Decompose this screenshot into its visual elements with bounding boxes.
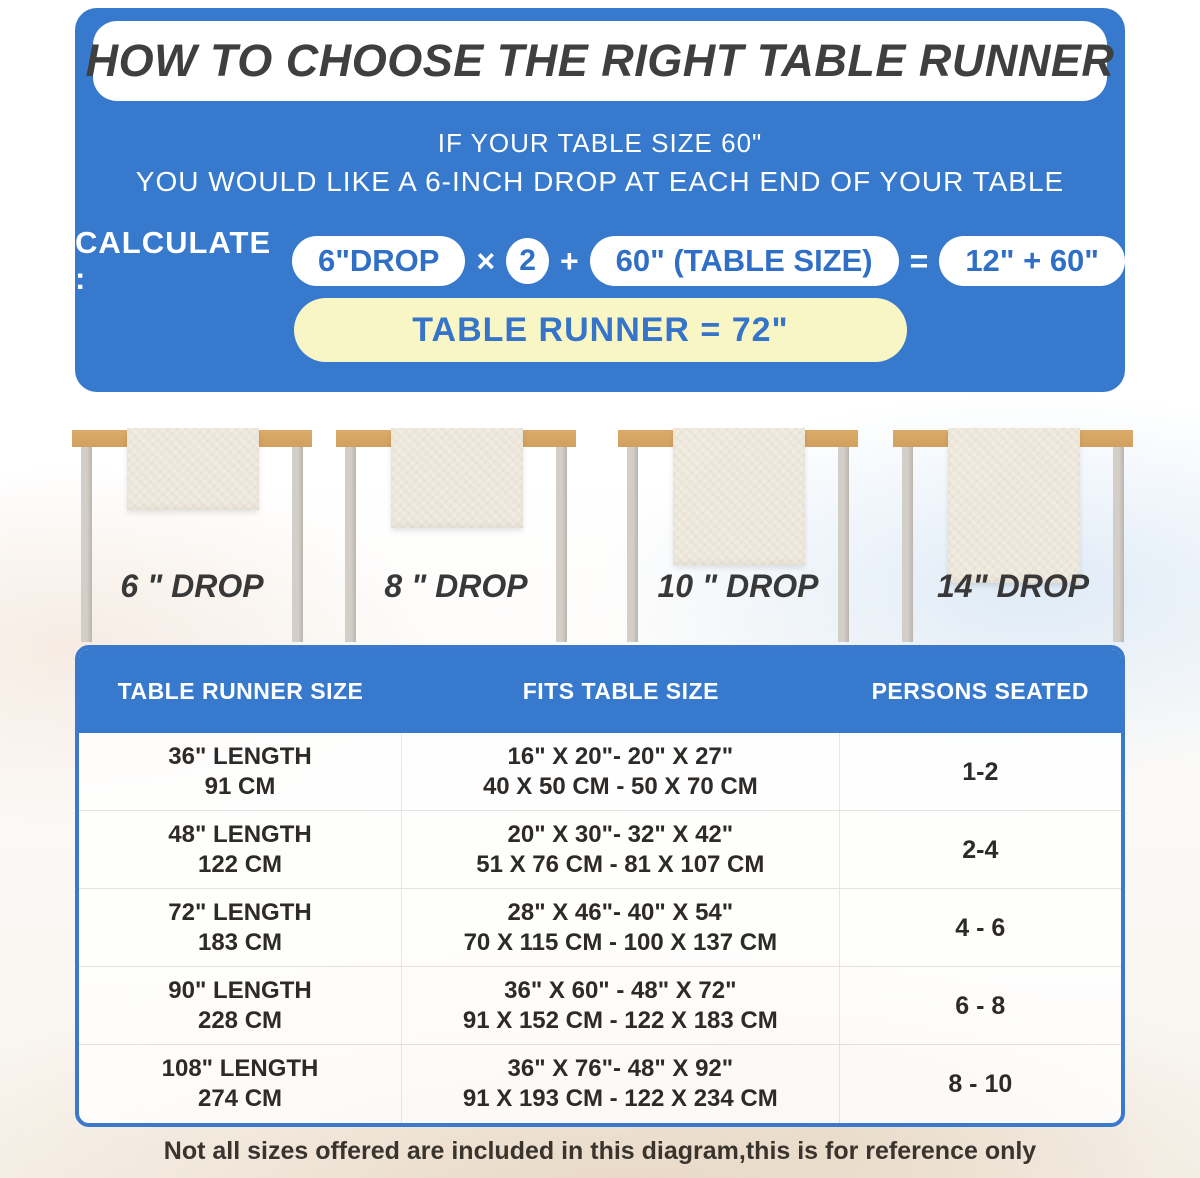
persons-cell: 6 - 8	[955, 991, 1006, 1020]
title-banner	[85, 21, 1115, 101]
column-header-persons: PERSONS SEATED	[871, 677, 1090, 704]
calculate-label: CALCULATE :	[75, 225, 272, 296]
drop-label: 14" DROP	[936, 568, 1090, 604]
drop-pill: 6"DROP	[292, 236, 466, 286]
calculation-row	[75, 225, 1125, 296]
fits-inches: 36" X 60" - 48" X 72"	[504, 976, 737, 1004]
size-cm: 122 CM	[197, 850, 283, 878]
runner-size-cell	[79, 967, 402, 1044]
equals-sign: =	[909, 242, 929, 279]
fits-size-cell	[402, 811, 840, 888]
table-leg	[292, 447, 303, 642]
runner-size-cell	[79, 889, 402, 966]
fits-cm: 91 X 152 CM - 122 X 183 CM	[462, 1006, 778, 1034]
fits-size-cell	[402, 967, 840, 1044]
fits-cm: 40 X 50 CM - 50 X 70 CM	[482, 772, 758, 800]
runner-size-cell	[79, 733, 402, 810]
size-inches: 48" LENGTH	[168, 820, 312, 848]
table-row	[79, 733, 1121, 811]
size-cm: 91 CM	[204, 772, 276, 800]
table-leg	[345, 447, 356, 642]
drop-label: 10 " DROP	[657, 568, 819, 604]
table-runner	[948, 428, 1080, 583]
table-size-pill: 60" (TABLE SIZE)	[590, 236, 899, 286]
size-inches: 72" LENGTH	[168, 898, 312, 926]
multiplier-circle: 2	[506, 238, 549, 284]
table-leg	[902, 447, 913, 642]
size-cm: 274 CM	[197, 1085, 283, 1112]
size-inches: 108" LENGTH	[161, 1055, 319, 1082]
table-runner	[127, 428, 259, 510]
table-leg	[838, 447, 849, 642]
plus-sign: +	[559, 242, 579, 279]
multiply-sign: ×	[476, 242, 496, 279]
size-inches: 90" LENGTH	[168, 976, 312, 1004]
fits-inches: 36" X 76"- 48" X 92"	[507, 1055, 734, 1082]
fits-inches: 16" X 20"- 20" X 27"	[507, 742, 734, 770]
size-cm: 183 CM	[197, 928, 283, 956]
persons-cell: 1-2	[962, 757, 999, 786]
table-runner	[391, 428, 523, 528]
persons-cell: 2-4	[962, 835, 999, 864]
persons-cell: 4 - 6	[955, 913, 1006, 942]
page-title: HOW TO CHOOSE THE RIGHT TABLE RUNNER	[85, 35, 1115, 86]
table-row	[79, 811, 1121, 889]
total-runner-pill: TABLE RUNNER = 72"	[294, 298, 907, 362]
size-table-header	[79, 649, 1121, 733]
fits-cm: 51 X 76 CM - 81 X 107 CM	[476, 850, 765, 878]
table-row	[79, 1045, 1121, 1123]
fits-size-cell	[402, 1045, 840, 1123]
column-header-fits-size: FITS TABLE SIZE	[522, 677, 719, 704]
result-pill: 12" + 60"	[939, 236, 1125, 286]
drop-figure-10	[618, 392, 858, 645]
fits-cm: 70 X 115 CM - 100 X 137 CM	[463, 928, 778, 956]
table-runner	[673, 428, 805, 565]
size-inches: 36" LENGTH	[168, 742, 312, 770]
table-leg	[627, 447, 638, 642]
hero-panel	[75, 8, 1125, 392]
size-cm: 228 CM	[197, 1006, 283, 1034]
fits-inches: 28" X 46"- 40" X 54"	[507, 898, 734, 926]
size-table-body	[79, 733, 1121, 1123]
table-row	[79, 967, 1121, 1045]
size-table-panel	[75, 645, 1125, 1127]
drop-figure-14	[893, 392, 1133, 645]
drop-figure-8	[336, 392, 576, 645]
fits-size-cell	[402, 733, 840, 810]
reference-note: Not all sizes offered are included in this diagram,this is for reference only	[163, 1137, 1037, 1165]
drop-figures	[0, 392, 1200, 645]
drop-figure-6	[72, 392, 312, 645]
runner-size-cell	[79, 1045, 402, 1123]
fits-cm: 91 X 193 CM - 122 X 234 CM	[462, 1085, 778, 1112]
table-row	[79, 889, 1121, 967]
drop-label: 8 " DROP	[384, 568, 528, 604]
table-leg	[81, 447, 92, 642]
fits-size-cell	[402, 889, 840, 966]
table-leg	[1113, 447, 1124, 642]
drop-label: 6 " DROP	[120, 568, 264, 604]
subtitle-line-1: IF YOUR TABLE SIZE 60"	[437, 128, 763, 158]
runner-size-cell	[79, 811, 402, 888]
subtitle-line-2: YOU WOULD LIKE A 6-INCH DROP AT EACH END OF YOUR TABLE	[135, 166, 1065, 197]
fits-inches: 20" X 30"- 32" X 42"	[507, 820, 734, 848]
table-leg	[556, 447, 567, 642]
column-header-runner-size: TABLE RUNNER SIZE	[117, 677, 364, 704]
persons-cell: 8 - 10	[948, 1070, 1013, 1098]
